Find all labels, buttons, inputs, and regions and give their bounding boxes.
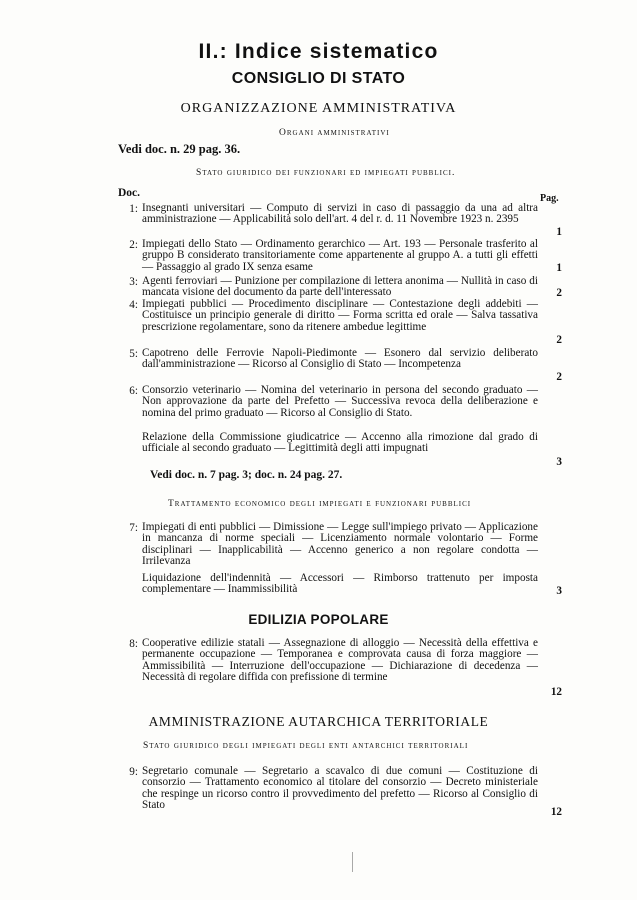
- entry-page: 3: [556, 585, 562, 597]
- subsection-stato-giuridico: Stato giuridico dei funzionari ed impiegati pubblici.: [196, 168, 456, 178]
- entry-page: 2: [556, 334, 562, 346]
- entry-text: Capotreno delle Ferrovie Napoli-Piedimonte — Esonero dal servizio deliberato dall'amministrazione — Ricorso al Consiglio di Stato — Incompetenza: [142, 347, 538, 371]
- entry-number: 5:: [129, 348, 138, 360]
- section-heading: AMMINISTRAZIONE AUTARCHICA TERRITORIALE: [148, 714, 489, 729]
- entry-number: 2:: [129, 239, 138, 251]
- entry-text: Impiegati pubblici — Procedimento disciplinare — Contestazione degli addebiti — Costituisce un principio generale di diritto — Forma scritta ed orale — Salva tassativa prescrizione regolamentare, sono da ritenere ambedue legittime: [142, 298, 538, 333]
- entry-page: 1: [556, 226, 562, 238]
- subtitle: CONSIGLIO DI STATO: [231, 70, 406, 87]
- entry-page: 12: [550, 806, 562, 818]
- subsection-autarchica: Stato giuridico degli impiegati degli enti antarchici territoriali: [143, 741, 469, 751]
- entry-text: Impiegati di enti pubblici — Dimissione — Legge sull'impiego privato — Applicazione in mancanza di norme speciali — Licenziamento normale volontario — Forme disciplinari — Inapplicabilità — Accenno generico a non regolare condotta — Irrilevanza: [142, 521, 538, 568]
- entry-text: Segretario comunale — Segretario a scavalco di due comuni — Costituzione di consorzio — Trattamento economico al titolare del consorzio — Decreto ministeriale che respinge un ricorso contro il provvedimento del prefetto — Ricorso al Consiglio di Stato: [142, 765, 538, 812]
- column-pag-header: Pag.: [540, 193, 559, 204]
- entry-page: 3: [556, 456, 562, 468]
- entry-number: 3:: [129, 276, 138, 288]
- entry-text-continued: Liquidazione dell'indennità — Accessori — Rimborso trattenuto per imposta complementare — Inammissibilità: [142, 572, 538, 596]
- section-heading: EDILIZIA POPOLARE: [248, 612, 389, 627]
- subsection-trattamento: Trattamento economico degli impiegati e funzionari pubblici: [168, 499, 472, 509]
- entry-text: Cooperative edilizie statali — Assegnazione di alloggio — Necessità della effettiva e permanente occupazione — Temporanea e comprovata causa di forza maggiore — Ammissibilità — Interruzione dell'occupazione — Dichiarazione di decedenza — Necessità di regolare diffida con prefissione di termine: [142, 637, 538, 684]
- entry-text: Agenti ferroviari — Punizione per compilazione di lettera anonima — Nullità in caso di mancata visione del documento da parte dell'interessato: [142, 275, 538, 299]
- page-title: II.: Indice sistematico: [198, 40, 439, 63]
- section-heading: ORGANIZZAZIONE AMMINISTRATIVA: [180, 101, 457, 116]
- entry-page: 2: [556, 287, 562, 299]
- entry-number: 7:: [129, 522, 138, 534]
- column-doc-header: Doc.: [118, 187, 141, 199]
- entry-text: Impiegati dello Stato — Ordinamento gerarchico — Art. 193 — Personale trasferito al gruppo B considerato transitoriamente come appartenente al gruppo A. a tutti gli effetti — Passaggio al grado IX senza esame: [142, 238, 538, 273]
- entry-text: Consorzio veterinario — Nomina del veterinario in persona del secondo graduato — Non approvazione da parte del Prefetto — Successiva revoca della deliberazione e nomina del primo graduato — Ricorso al Consiglio di Stato.: [142, 384, 538, 419]
- entry-number: 1:: [129, 203, 138, 215]
- entry-page: 12: [550, 686, 562, 698]
- entry-page: 2: [556, 371, 562, 383]
- entry-number: 6:: [129, 385, 138, 397]
- cross-reference: Vedi doc. n. 29 pag. 36.: [118, 142, 241, 156]
- subsection-organi: Organi amministrativi: [279, 128, 390, 138]
- entry-page: 1: [556, 262, 562, 274]
- entry-number: 9:: [129, 766, 138, 778]
- entry-number: 4:: [129, 299, 138, 311]
- scan-artifact: [352, 852, 353, 872]
- entry-number: 8:: [129, 638, 138, 650]
- cross-reference: Vedi doc. n. 7 pag. 3; doc. n. 24 pag. 27.: [150, 469, 343, 481]
- entry-text-continued: Relazione della Commissione giudicatrice — Accenno alla rimozione dal grado di ufficiale al secondo graduato — Legittimità degli atti impugnati: [142, 431, 538, 455]
- entry-text: Insegnanti universitari — Computo di servizi in caso di passaggio da una ad altra amministrazione — Applicabilità solo dell'art. 4 del r. d. 11 Novembre 1923 n. 2395: [142, 202, 538, 226]
